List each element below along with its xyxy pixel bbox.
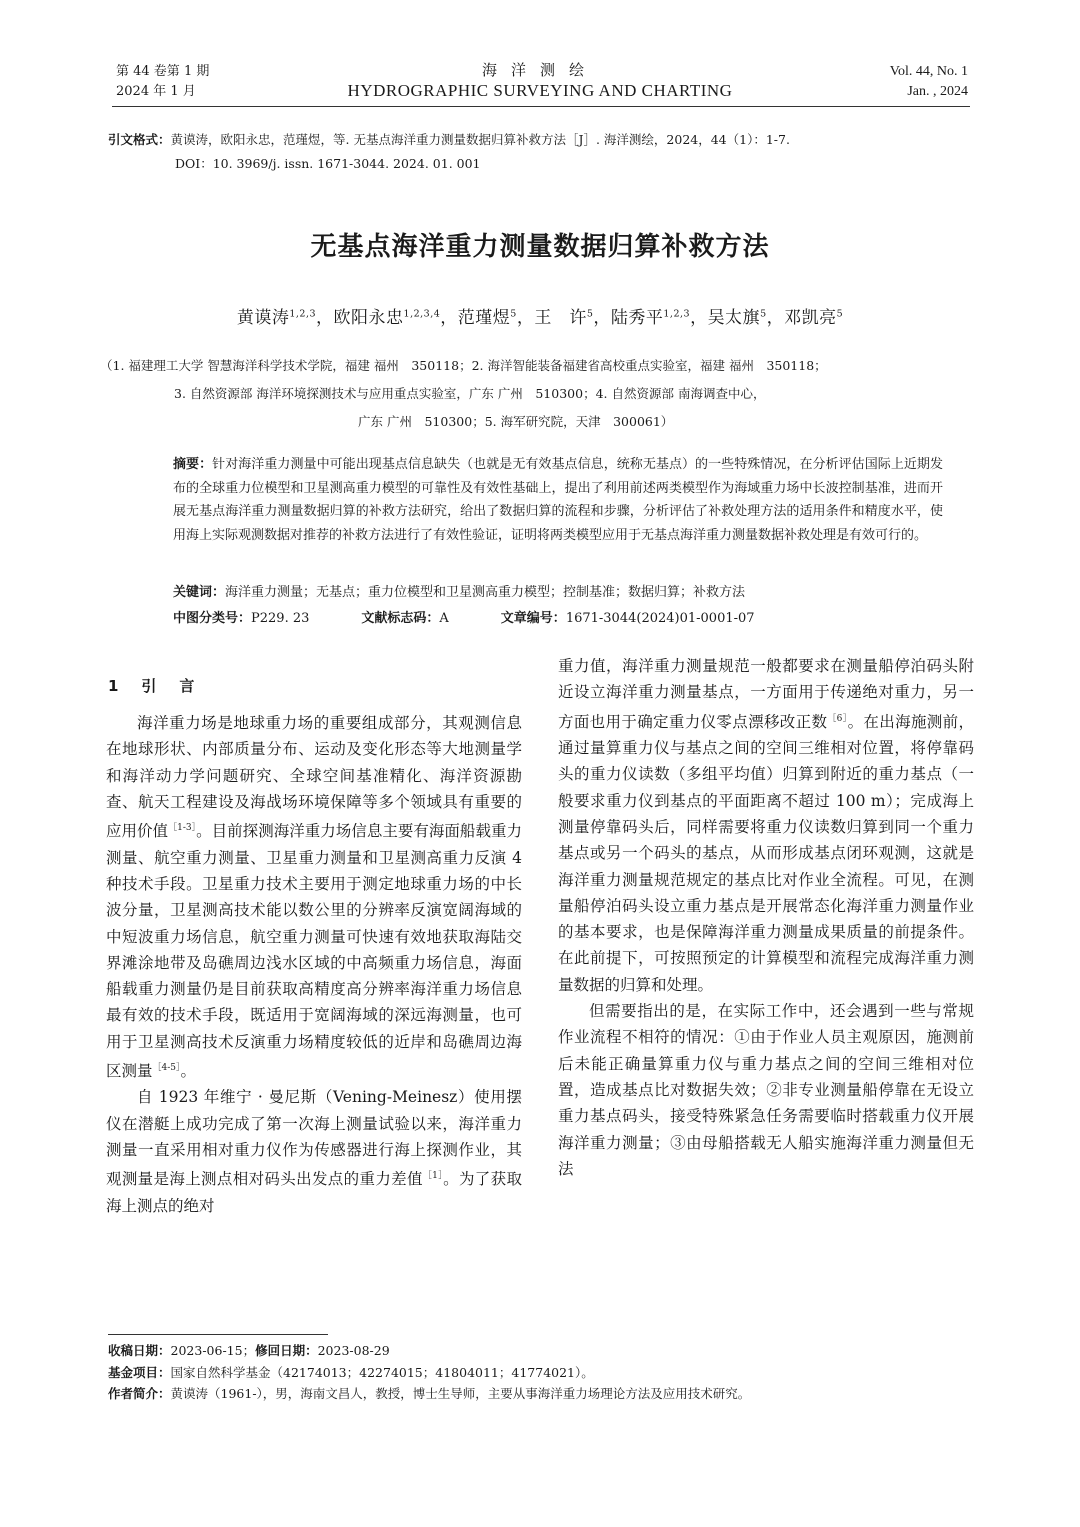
abstract-label: 摘要： bbox=[173, 457, 213, 472]
author: 邓凯亮$^5$ bbox=[784, 308, 844, 328]
citation-text: 黄谟涛，欧阳永忠，范瑾煜，等. 无基点海洋重力测量数据归算补救方法［J］. 海洋测绘，2024，44（1）：1-7. bbox=[170, 132, 790, 147]
doc-code-label: 文献标志码： bbox=[361, 611, 440, 626]
reference-marker[interactable]: ［1］ bbox=[422, 1171, 444, 1182]
affiliation-line: （1. 福建理工大学 智慧海洋科学技术学院，福建 福州 350118；2. 海洋智能装备福建省高校重点实验室，福建 福州 350118； bbox=[100, 358, 827, 373]
author: 吴太旗$^5$ bbox=[707, 308, 767, 328]
body-column-left bbox=[106, 710, 522, 1219]
reference-marker[interactable]: ［6］ bbox=[827, 713, 848, 724]
author: 欧阳永忠$^{1,2,3,4}$ bbox=[333, 308, 441, 328]
volume-cn: 第 44 卷第 1 期 bbox=[116, 64, 210, 79]
volume-en: Vol. 44, No. 1 bbox=[889, 64, 968, 79]
article-number-label: 文章编号： bbox=[500, 611, 566, 626]
clc-value: P229. 23 bbox=[251, 611, 310, 626]
date-en: Jan. , 2024 bbox=[907, 84, 968, 99]
journal-name-cn: 海洋测绘 bbox=[481, 61, 598, 79]
paragraph: 但需要指出的是，在实际工作中，还会遇到一些与常规作业流程不相符的情况：①由于作业人员主观原因，施测前后未能正确量算重力仪与重力基点之间的空间三维相对位置，造成基点比对数据失效；②非专业测量船停靠在无设立重力基点码头，接受特殊紧急任务需要临时搭载重力仪开展海洋重力测量；③由母船搭载无人船实施海洋重力测量但无法 bbox=[558, 1002, 974, 1178]
classification-row bbox=[173, 607, 953, 631]
keywords-text: 海洋重力测量；无基点；重力位模型和卫星测高重力模型；控制基准；数据归算；补救方法 bbox=[225, 585, 746, 600]
footnotes bbox=[108, 1340, 988, 1405]
citation-block bbox=[108, 128, 978, 176]
keywords bbox=[173, 581, 943, 605]
affiliation-line: 3. 自然资源部 海洋环境探测技术与应用重点实验室，广东 广州 510300；4. 自然资源部 南海调查中心， bbox=[174, 386, 766, 401]
footnote-divider bbox=[108, 1334, 328, 1335]
author: 陆秀平$^{1,2,3}$ bbox=[610, 308, 691, 328]
section-heading: 1 引 言 bbox=[108, 677, 199, 695]
keywords-label: 关键词： bbox=[173, 585, 226, 600]
paper-title: 无基点海洋重力测量数据归算补救方法 bbox=[310, 232, 770, 262]
clc-label: 中图分类号： bbox=[173, 611, 252, 626]
reference-marker[interactable]: ［1-3］ bbox=[168, 823, 197, 834]
author: 黄谟涛$^{1,2,3}$ bbox=[236, 308, 317, 328]
paragraph: 自 1923 年维宁 · 曼尼斯（Vening-Meinesz）使用摆仪在潜艇上成功完成了第一次海上测量试验以来，海洋重力测量一直采用相对重力仪作为传感器进行海上探测作业，其观测量是海上测点相对码头出发点的重力差值$^{[1]}$。为了获取海上测点的绝对 bbox=[106, 1088, 522, 1215]
doc-code-value: A bbox=[439, 611, 449, 626]
body-column-right bbox=[558, 653, 974, 1182]
article-number-value: 1671-3044(2024)01-0001-07 bbox=[565, 611, 755, 626]
author-bio: 作者简介：黄谟涛（1961-），男，海南文昌人，教授，博士生导师，主要从事海洋重力场理论方法及应用技术研究。 bbox=[108, 1386, 751, 1401]
reference-marker[interactable]: ［4-5］ bbox=[152, 1063, 181, 1074]
author-list: 黄谟涛$^{1,2,3}$，欧阳永忠$^{1,2,3,4}$，范瑾煜$^5$，王 许$^5$，陆秀平$^{1,2,3}$，吴太旗$^5$，邓凯亮$^5$ bbox=[236, 308, 844, 328]
abstract bbox=[173, 453, 943, 547]
date-cn: 2024 年 1 月 bbox=[116, 84, 196, 99]
paragraph: 重力值，海洋重力测量规范一般都要求在测量船停泊码头附近设立海洋重力测量基点，一方面用于传递绝对重力，另一方面也用于确定重力仪零点漂移改正数$^{[6]}$。在出海施测前，通过量算重力仪与基点之间的空间三维相对位置，将停靠码头的重力仪读数（多组平均值）归算到附近的重力基点（一般要求重力仪到基点的平面距离不超过 100 m）；完成海上测量停靠码头后，同样需要将重力仪读数归算到同一个重力基点或另一个码头的基点，从而形成基点闭环观测，这就是海洋重力测量规范规定的基点比对作业全流程。可见，在测量船停泊码头设立重力基点是开展常态化海洋重力测量作业的基本要求，也是保障海洋重力测量成果质量的前提条件。在此前提下，可按照预定的计算模型和流程完成海洋重力测量数据的归算和处理。 bbox=[558, 657, 974, 994]
journal-name-en: HYDROGRAPHIC SURVEYING AND CHARTING bbox=[347, 81, 733, 100]
author: 王 许$^5$ bbox=[534, 308, 594, 328]
abstract-text: 针对海洋重力测量中可能出现基点信息缺失（也就是无有效基点信息，统称无基点）的一些特殊情况，在分析评估国际上近期发布的全球重力位模型和卫星测高重力模型的可靠性及有效性基础上，提出了利用前述两类模型作为海域重力场中长波控制基准，进而开展无基点海洋重力测量数据归算的补救方法研究，给出了数据归算的流程和步骤，分析评估了补救处理方法的适用条件和精度水平，使用海上实际观测数据对推荐的补救方法进行了有效性验证，证明将两类模型应用于无基点海洋重力测量数据补救处理是有效可行的。 bbox=[173, 457, 943, 543]
doi[interactable]: DOI：10. 3969/j. issn. 1671-3044. 2024. 01. 001 bbox=[175, 156, 481, 171]
received-dates: 收稿日期：2023-06-15；修回日期：2023-08-29 bbox=[108, 1343, 390, 1358]
funding: 基金项目：国家自然科学基金（42174013；42274015；41804011；41774021）。 bbox=[108, 1364, 594, 1380]
paragraph: 海洋重力场是地球重力场的重要组成部分，其观测信息在地球形状、内部质量分布、运动及变化形态等大地测量学和海洋动力学问题研究、全球空间基准精化、海洋资源勘查、航天工程建设及海战场环境保障等多个领域具有重要的应用价值$^{[1-3]}$。目前探测海洋重力场信息主要有海面船载重力测量、航空重力测量、卫星重力测量和卫星测高重力反演 4 种技术手段。卫星重力技术主要用于测定地球重力场的中长波分量，卫星测高技术能以数公里的分辨率反演宽阔海域的中短波重力场信息，航空重力测量可快速有效地获取海陆交界滩涂地带及岛礁周边浅水区域的中高频重力场信息，海面船载重力测量仍是目前获取高精度高分辨率海洋重力场信息最有效的技术手段，既适用于宽阔海域的深远海测量，也可用于卫星测高技术反演重力场精度较低的近岸和岛礁周边海区测量$^{[4-5]}$。 bbox=[106, 714, 522, 1081]
citation-label: 引文格式： bbox=[108, 132, 171, 147]
journal-issue-en bbox=[890, 62, 968, 102]
header-divider bbox=[112, 106, 970, 107]
affiliations bbox=[100, 352, 980, 436]
author: 范瑾煜$^5$ bbox=[457, 308, 517, 328]
affiliation-line: 广东 广州 510300；5. 海军研究院，天津 300061） bbox=[358, 414, 674, 429]
